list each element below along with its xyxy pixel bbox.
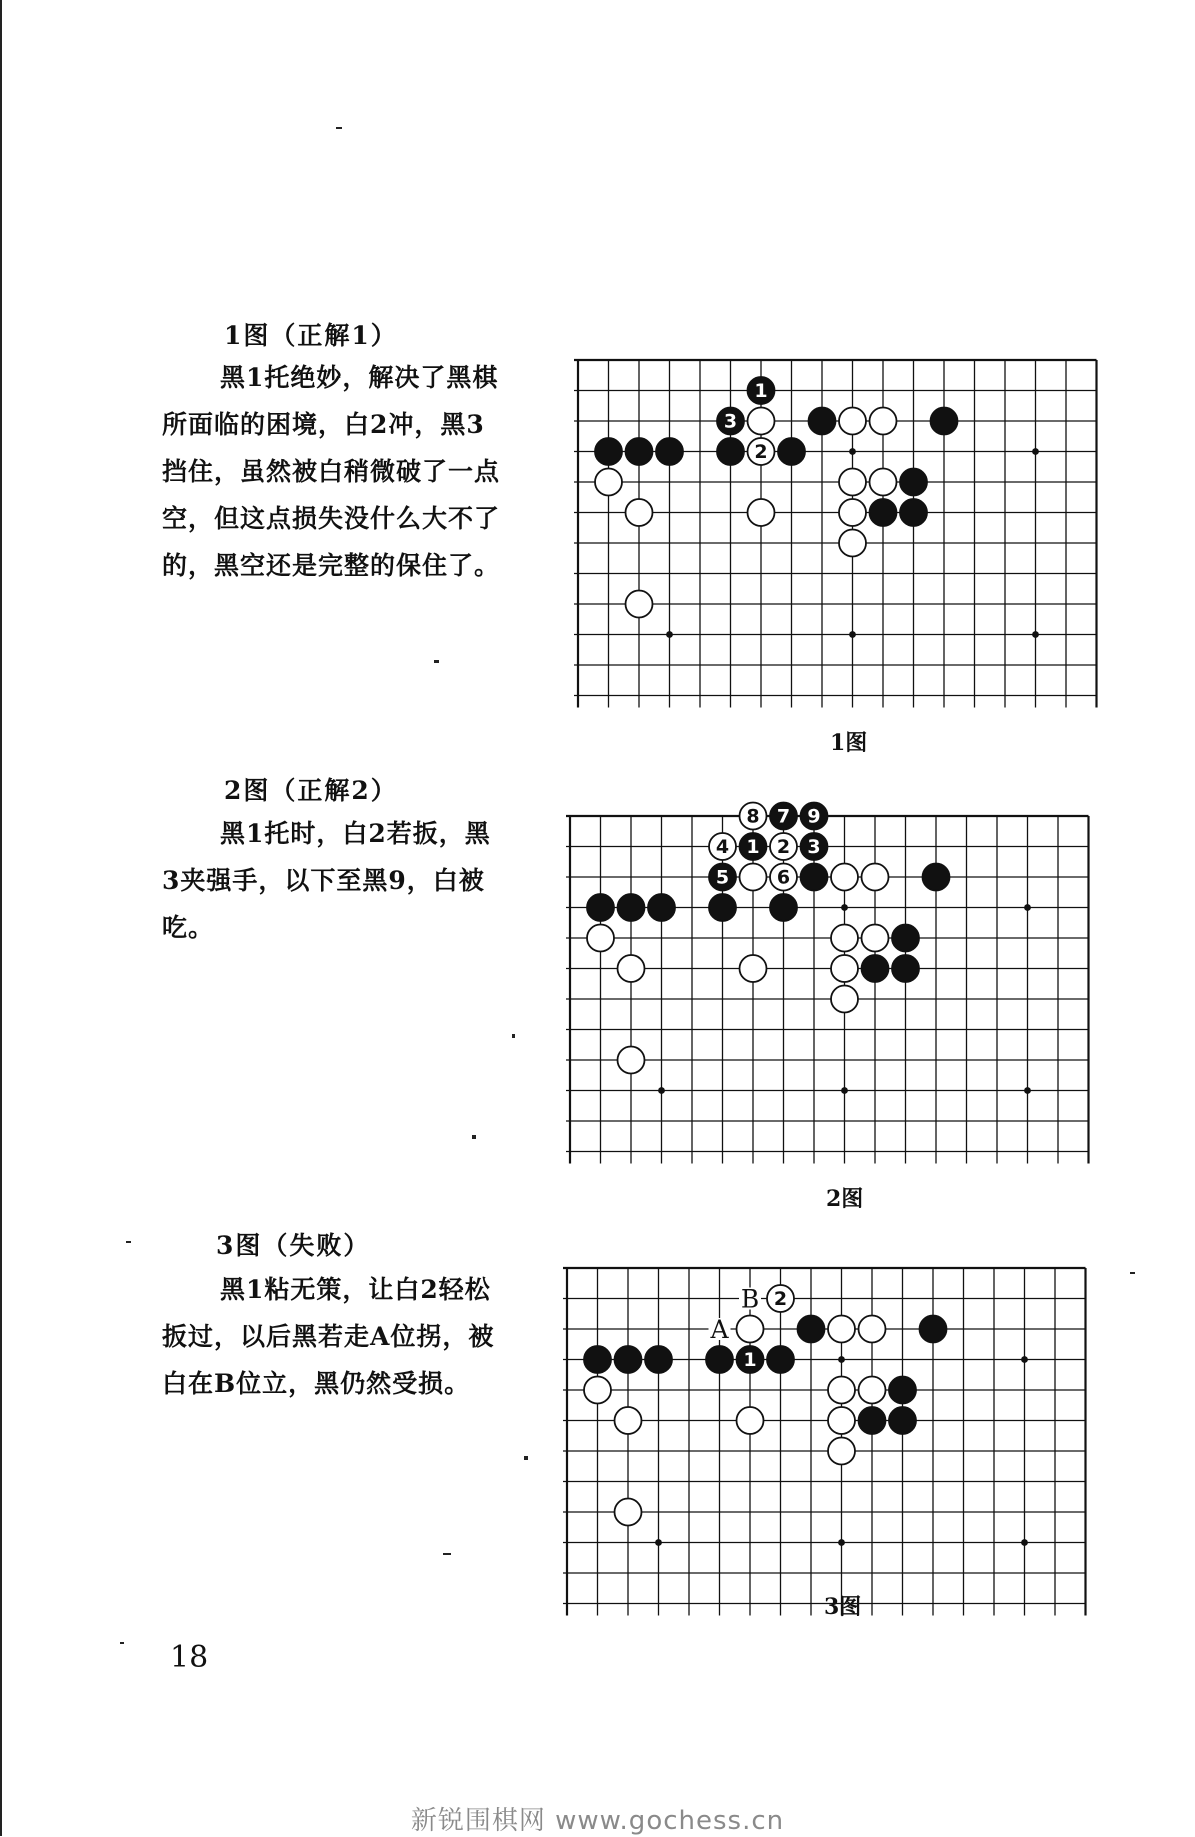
black-stone (737, 1346, 764, 1373)
white-stone (859, 1377, 886, 1404)
go-board-1 (566, 348, 1126, 713)
white-stone-disc (831, 955, 858, 982)
stone-move-number: 3 (723, 410, 738, 433)
black-stone (645, 1346, 672, 1373)
black-stone-disc (889, 1407, 916, 1434)
white-stone (615, 1407, 642, 1434)
scan-speck (1130, 1272, 1135, 1274)
black-stone (740, 833, 767, 860)
section-1-text: 黑1托绝妙，解决了黑棋所面临的困境，白2冲，黑3挡住，虽然被白稍微破了一点空，但这点损失没什么大不了的，黑空还是完整的保住了。 (162, 363, 501, 580)
scan-speck (472, 1135, 476, 1139)
black-stone (709, 894, 736, 921)
black-stone (892, 955, 919, 982)
star-point (1024, 1087, 1031, 1094)
stone-move-number: 4 (715, 836, 730, 858)
black-stone-disc (626, 438, 653, 465)
scan-speck (336, 127, 342, 129)
stone-move-number: 8 (746, 805, 760, 828)
white-stone-disc (626, 591, 653, 618)
white-stone (618, 955, 645, 982)
white-stone-disc (859, 1377, 886, 1404)
white-stone-disc (859, 1316, 886, 1343)
white-stone (839, 499, 866, 526)
white-stone (748, 499, 775, 526)
black-stone-disc (920, 1316, 947, 1343)
white-stone-disc (828, 1316, 855, 1343)
stone-move-number: 7 (776, 805, 791, 828)
stone-move-number: 1 (754, 380, 768, 402)
watermark: 新锐围棋网 www.gochess.cn (410, 1806, 785, 1836)
black-stone-disc (798, 1316, 825, 1343)
star-point (841, 1087, 848, 1094)
white-stone (767, 1285, 794, 1312)
black-stone-disc (870, 499, 897, 526)
position-marker: A (710, 1315, 729, 1344)
white-stone-disc (839, 499, 866, 526)
black-stone (656, 438, 683, 465)
black-stone (770, 894, 797, 921)
star-point (838, 1356, 845, 1363)
section-3-caption: 3图 (824, 1594, 862, 1620)
white-stone-disc (618, 955, 645, 982)
black-stone (889, 1377, 916, 1404)
white-stone (831, 986, 858, 1013)
stone-move-number: 2 (773, 1288, 788, 1310)
board-grid (574, 360, 1097, 708)
star-point (838, 1539, 845, 1546)
stone-move-number: 5 (715, 866, 730, 889)
white-stone-disc (831, 864, 858, 891)
white-stone (737, 1316, 764, 1343)
white-stone-disc (862, 864, 889, 891)
white-stone-disc (584, 1377, 611, 1404)
black-stone-disc (859, 1407, 886, 1434)
scan-speck (443, 1553, 451, 1555)
white-stone (618, 1047, 645, 1074)
white-stone (626, 499, 653, 526)
scan-speck (524, 1456, 528, 1460)
go-board-3 (555, 1256, 1115, 1621)
stone-move-number: 2 (776, 836, 791, 858)
white-stone (770, 864, 797, 891)
black-stone (923, 864, 950, 891)
black-stone-disc (587, 894, 614, 921)
white-stone (859, 1316, 886, 1343)
white-stone (615, 1499, 642, 1526)
star-point (849, 448, 856, 455)
black-stone-disc (584, 1346, 611, 1373)
white-stone (839, 408, 866, 435)
black-stone-disc (618, 894, 645, 921)
stone-move-number: 9 (807, 805, 821, 828)
black-stone-disc (595, 438, 622, 465)
white-stone-disc (828, 1438, 855, 1465)
white-stone (626, 591, 653, 618)
black-stone-disc (889, 1377, 916, 1404)
white-stone (709, 833, 736, 860)
white-stone (587, 925, 614, 952)
black-stone (931, 408, 958, 435)
white-stone (862, 925, 889, 952)
section-3-text: 黑1粘无策，让白2轻松扳过，以后黑若走A位拐，被白在B位立，黑仍然受损。 (162, 1275, 495, 1398)
white-stone-disc (626, 499, 653, 526)
position-marker: B (740, 1284, 760, 1314)
black-stone (870, 499, 897, 526)
black-stone (717, 408, 744, 435)
white-stone (862, 864, 889, 891)
black-stone-disc (645, 1346, 672, 1373)
section-1-caption: 1图 (830, 730, 868, 756)
star-point (1032, 631, 1039, 638)
star-point (1021, 1356, 1028, 1363)
white-stone-disc (740, 864, 767, 891)
scan-speck (120, 1642, 124, 1644)
white-stone (770, 833, 797, 860)
star-point (658, 1087, 665, 1094)
black-stone-disc (900, 469, 927, 496)
white-stone (748, 408, 775, 435)
white-stone (831, 864, 858, 891)
black-stone-disc (801, 864, 828, 891)
black-stone-disc (809, 408, 836, 435)
black-stone (809, 408, 836, 435)
star-point (1021, 1539, 1028, 1546)
white-stone-disc (615, 1407, 642, 1434)
black-stone (706, 1346, 733, 1373)
section-3-title: 3图（失败） (216, 1231, 371, 1260)
black-stone-disc (648, 894, 675, 921)
black-stone-disc (892, 955, 919, 982)
board-grid (563, 1268, 1086, 1616)
white-stone (828, 1316, 855, 1343)
star-point (1032, 448, 1039, 455)
black-stone (862, 955, 889, 982)
section-2-title: 2图（正解2） (224, 776, 398, 805)
black-stone (900, 469, 927, 496)
black-stone (584, 1346, 611, 1373)
black-stone (770, 803, 797, 830)
black-stone (859, 1407, 886, 1434)
black-stone (920, 1316, 947, 1343)
black-stone-disc (770, 894, 797, 921)
black-stone (709, 864, 736, 891)
stone-move-number: 6 (776, 866, 791, 889)
star-point (666, 631, 673, 638)
white-stone-disc (737, 1407, 764, 1434)
black-stone-disc (892, 925, 919, 952)
white-stone (870, 469, 897, 496)
black-stone (801, 864, 828, 891)
stone-move-number: 1 (743, 1349, 757, 1371)
white-stone (595, 469, 622, 496)
black-stone (748, 377, 775, 404)
black-stone (587, 894, 614, 921)
white-stone (740, 955, 767, 982)
white-stone-disc (737, 1316, 764, 1343)
white-stone (831, 925, 858, 952)
white-stone-disc (618, 1047, 645, 1074)
black-stone (648, 894, 675, 921)
black-stone-disc (900, 499, 927, 526)
white-stone-disc (828, 1407, 855, 1434)
white-stone-disc (831, 925, 858, 952)
white-stone-disc (740, 955, 767, 982)
white-stone-disc (870, 408, 897, 435)
star-point (849, 631, 856, 638)
white-stone-disc (839, 408, 866, 435)
section-2-caption: 2图 (826, 1186, 864, 1212)
black-stone-disc (778, 438, 805, 465)
white-stone (740, 803, 767, 830)
white-stone-disc (748, 408, 775, 435)
white-stone (828, 1438, 855, 1465)
black-stone-disc (706, 1346, 733, 1373)
white-stone (748, 438, 775, 465)
black-stone (626, 438, 653, 465)
black-stone (801, 803, 828, 830)
black-stone-disc (615, 1346, 642, 1373)
black-stone (798, 1316, 825, 1343)
white-stone-disc (862, 925, 889, 952)
board-3 (555, 1256, 1115, 1621)
white-stone-disc (839, 530, 866, 557)
white-stone-disc (839, 469, 866, 496)
black-stone (801, 833, 828, 860)
stone-move-number: 3 (807, 836, 821, 858)
white-stone (740, 864, 767, 891)
black-stone (767, 1346, 794, 1373)
white-stone-disc (828, 1377, 855, 1404)
section-1-title: 1图（正解1） (224, 321, 398, 350)
black-stone (889, 1407, 916, 1434)
black-stone (900, 499, 927, 526)
white-stone-disc (831, 986, 858, 1013)
white-stone (870, 408, 897, 435)
white-stone-disc (870, 469, 897, 496)
go-board-2 (558, 804, 1118, 1169)
page-number: 18 (170, 1640, 209, 1675)
black-stone-disc (862, 955, 889, 982)
white-stone (839, 469, 866, 496)
board-grid (566, 816, 1089, 1164)
white-stone-disc (595, 469, 622, 496)
black-stone-disc (717, 438, 744, 465)
black-stone (595, 438, 622, 465)
black-stone (717, 438, 744, 465)
white-stone (737, 1407, 764, 1434)
white-stone (828, 1407, 855, 1434)
stone-move-number: 2 (754, 441, 768, 463)
star-point (1024, 904, 1031, 911)
white-stone-disc (587, 925, 614, 952)
black-stone (892, 925, 919, 952)
scan-speck (434, 660, 439, 663)
scan-speck (126, 1241, 131, 1243)
board-1 (566, 348, 1126, 713)
white-stone-disc (615, 1499, 642, 1526)
section-2-text: 黑1托时，白2若扳，黑3夹强手，以下至黑9，白被吃。 (162, 819, 491, 942)
black-stone (778, 438, 805, 465)
black-stone-disc (656, 438, 683, 465)
black-stone-disc (931, 408, 958, 435)
board-2 (558, 804, 1118, 1169)
white-stone (831, 955, 858, 982)
white-stone (828, 1377, 855, 1404)
scan-speck (512, 1034, 515, 1038)
star-point (841, 904, 848, 911)
star-point (655, 1539, 662, 1546)
white-stone-disc (748, 499, 775, 526)
white-stone (839, 530, 866, 557)
white-stone (584, 1377, 611, 1404)
stone-move-number: 1 (746, 836, 760, 858)
black-stone (615, 1346, 642, 1373)
black-stone (618, 894, 645, 921)
black-stone-disc (923, 864, 950, 891)
black-stone-disc (709, 894, 736, 921)
black-stone-disc (767, 1346, 794, 1373)
